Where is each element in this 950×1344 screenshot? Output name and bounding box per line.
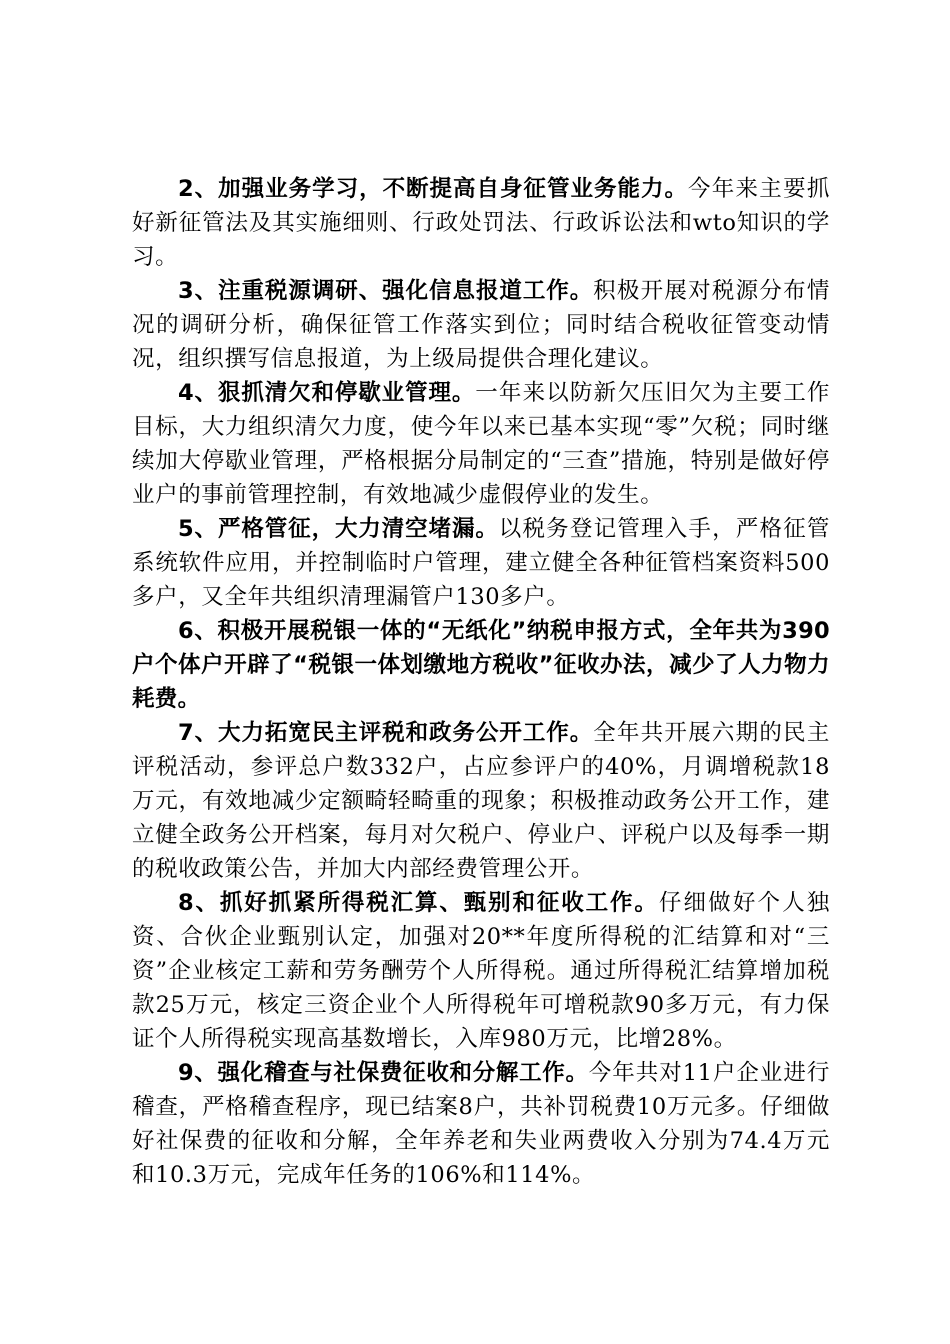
paragraph-heading: 7、大力拓宽民主评税和政务公开工作。 (178, 720, 594, 746)
paragraph-heading: 6、积极开展税银一体的“无纸化”纳税申报方式，全年共为390户个体户开辟了“税银一体划缴地方税收”征收办法，减少了人力物力耗费。 (132, 618, 830, 712)
paragraph-item-8 (132, 886, 830, 1056)
paragraph-text: 积极开展对税源分布情况的调研分析，确保征管工作落实到位；同时结合税收征管变动情况，组织撰写信息报道，为上级局提供合理化建议。 (132, 278, 830, 372)
paragraph-heading: 9、强化稽查与社保费征收和分解工作。 (178, 1060, 589, 1086)
paragraph-heading: 4、狠抓清欠和停歇业管理。 (178, 380, 476, 406)
paragraph-heading: 3、注重税源调研、强化信息报道工作。 (178, 278, 594, 304)
paragraph-text: 仔细做好个人独资、合伙企业甄别认定，加强对20**年度所得税的汇结算和对“三资”企业核定工薪和劳务酬劳个人所得税。通过所得税汇结算增加税款25万元，核定三资企业个人所得税年可增税款90多万元，有力保证个人所得税实现高基数增长，入库980万元，比增28%。 (132, 890, 831, 1052)
paragraph-text: 以税务登记管理入手，严格征管系统软件应用，并控制临时户管理，建立健全各种征管档案资料500多户，又全年共组织清理漏管户130多户。 (132, 516, 830, 610)
paragraph-text: 一年来以防新欠压旧欠为主要工作目标，大力组织清欠力度，使今年以来已基本实现“零”欠税；同时继续加大停歇业管理，严格根据分局制定的“三查”措施，特别是做好停业户的事前管理控制，有效地减少虚假停业的发生。 (132, 380, 830, 508)
paragraph-heading: 8、抓好抓紧所得税汇算、甄别和征收工作。 (178, 890, 659, 916)
paragraph-item-2 (132, 172, 830, 274)
paragraph-item-3 (132, 274, 830, 376)
paragraph-text: 今年来主要抓好新征管法及其实施细则、行政处罚法、行政诉讼法和wto知识的学习。 (132, 176, 830, 270)
paragraph-item-6 (132, 614, 830, 716)
paragraph-text: 今年共对11户企业进行稽查，严格稽查程序，现已结案8户，共补罚税费10万元多。仔细做好社保费的征收和分解，全年养老和失业两费收入分别为74.4万元和10.3万元，完成年任务的106%和114%。 (132, 1060, 831, 1188)
paragraph-item-9 (132, 1056, 830, 1192)
paragraph-text: 全年共开展六期的民主评税活动，参评总户数332户，占应参评户的40%，月调增税款18万元，有效地减少定额畸轻畸重的现象；积极推动政务公开工作，建立健全政务公开档案，每月对欠税户、停业户、评税户以及每季一期的税收政策公告，并加大内部经费管理公开。 (132, 720, 830, 882)
paragraph-heading: 5、严格管征，大力清空堵漏。 (178, 516, 499, 542)
document-body (132, 172, 830, 1192)
paragraph-item-4 (132, 376, 830, 512)
paragraph-heading: 2、加强业务学习，不断提高自身征管业务能力。 (178, 176, 688, 202)
paragraph-item-7 (132, 716, 830, 886)
paragraph-item-5 (132, 512, 830, 614)
